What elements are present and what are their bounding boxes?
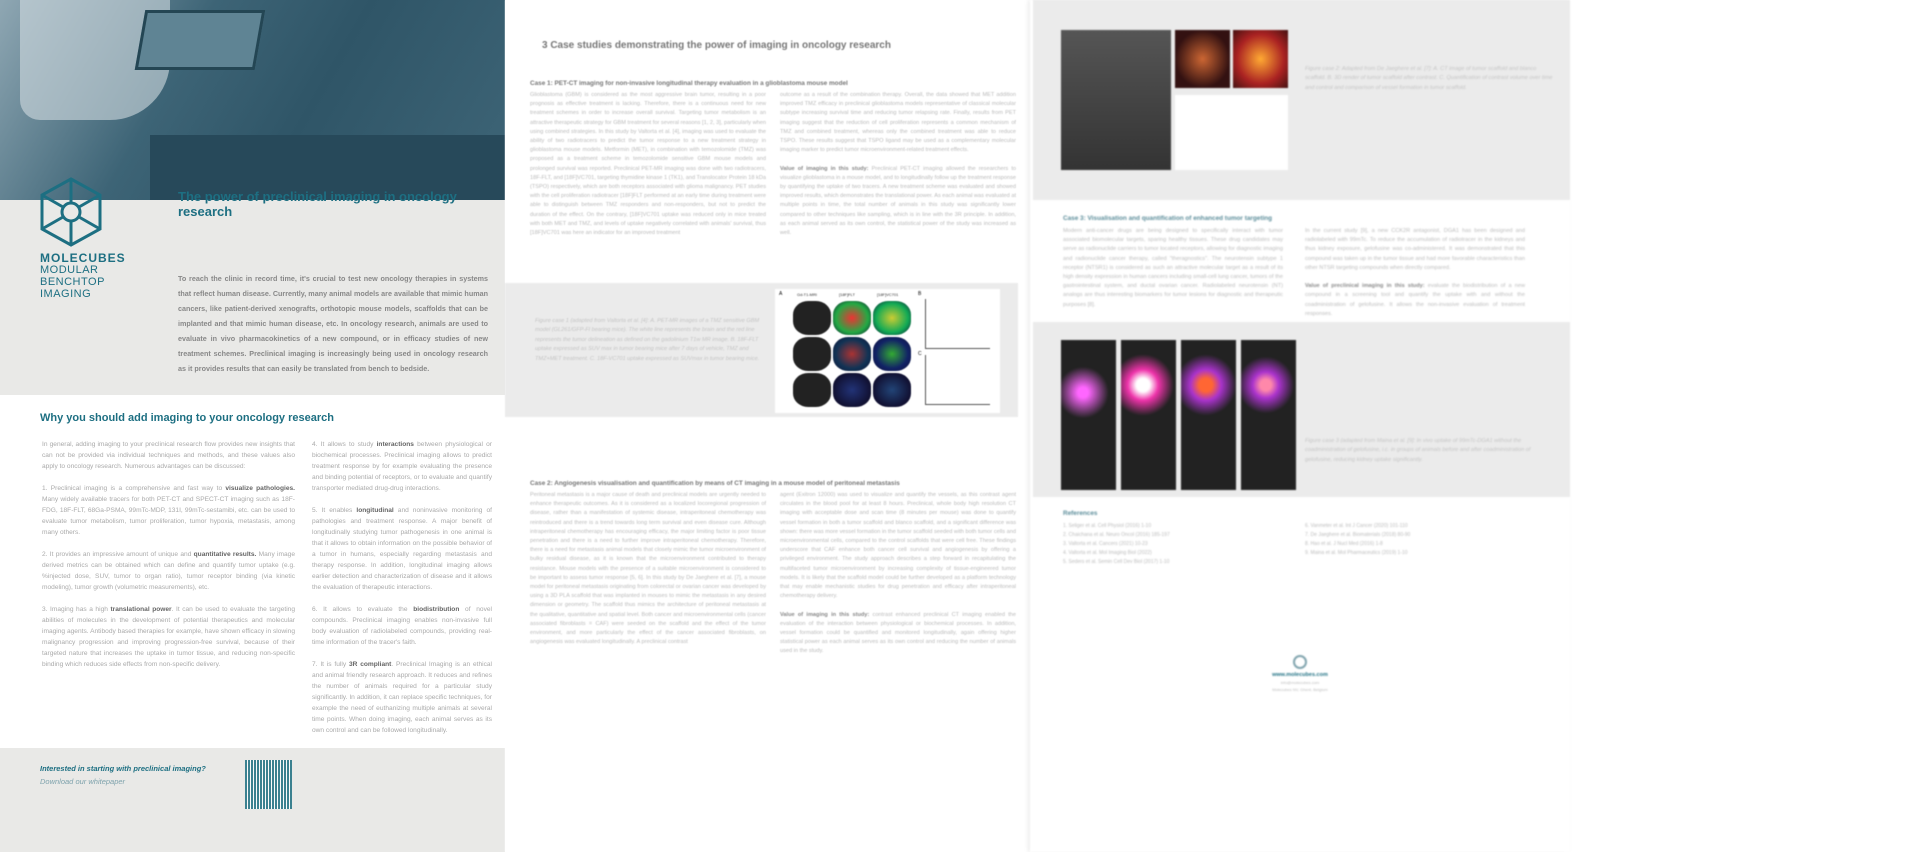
molecubes-logo-icon — [38, 176, 104, 248]
cta-title: Interested in starting with preclinical imaging? — [40, 764, 206, 773]
references-col-1 — [1063, 522, 1283, 567]
figure-panel-label: B — [918, 291, 922, 297]
footer-address: Molecubes NV, Ghent, Belgium — [1272, 687, 1328, 692]
why-intro: In general, adding imaging to your preclinical research flow provides new insights that can not be provided via individual techniques and methods, and these values also apply to oncology research. Numerous advantages can be discussed: — [42, 441, 295, 470]
case2-figure — [1033, 0, 1570, 200]
case2-text: Peritoneal metastasis is a major cause of death and preclinical models are urgently needed to enhance therapeutic outcomes. As it is considered as a localized locoregional progression of disease, rather than a manifestation of systemic disease, intraperitoneal chemotherapy was reintroduced and there is a trend towards long term survival and even disease cure. Although intraperitoneal chemotherapy has encouraging efficacy, the major limiting factor is poor tissue penetration and there is a need to further improve intraperitoneal chemotherapy. Therefore, there is a need for metastasis animal models that closely mimic the tumor microenvironment of bulky residual disease, as it is known that the microenvironment contributed to therapy resistance. Mouse models with the presence of a suitable microenvironment is considered to be important to assess tumor response [5, 6]. In this study by De Jaeghere et al. [7], a mouse model for peritoneal metastasis originating from colorectal or ovarian cancer was developed by using a 3D PLA scaffold that was implanted in mouses to mimic the metastasis in any desired dimension or geometry. The scaffold thus mimics the architecture of peritoneal metastasis at the qualitative, quantitative and spatial level. Both cancer and microenvironmental cells (cancer associated fibroblasts = CAF) were seeded on the scaffold and the effect of the tumor environment, and more particularly the effect of the cancer associated fibroblasts, on angiogenesis was evaluated longitudinally. A preclinical contrast — [530, 492, 766, 646]
reference-item: 7. De Jaeghere et al. Biomaterials (2018) 80-90 — [1305, 532, 1411, 538]
references-col-2 — [1305, 522, 1525, 558]
figure-label: [18F]FLT — [839, 292, 855, 297]
reference-item: 3. Valtorta et al. Cancers (2021) 10-23 — [1063, 541, 1148, 547]
case2-caption: Figure case 2: Adapted from De Jaeghere et al. [7]: A. CT image of tumor scaffold and blanco scaffold. B. 3D render of tumor scaffold after contrast. C. Quantification of contrast volume over time and control and comparison of vessel formation in tumor scaffold. — [1305, 66, 1553, 91]
why-item: 7. It is fully 3R compliant. Preclinical Imaging is an ethical and animal friendly research approach. It reduces and refines the number of animals required for a particular study significantly. In addition, it can replace specific techniques, for example the need of euthanizing multiple animals at several time points. When doing imaging, each animal serves as its own control and can be followed longitudinally. — [312, 661, 493, 734]
page-footer — [1030, 672, 1570, 693]
case1-caption: Figure case 1 (adapted from Valtorta et al. [4]: A. PET-MR images of a TMZ sensitive GBM model (GL261/GFP-Fl bearing mice). The white line represents the brain and the red line represents the tumor delineation as defined on the gadolinium T1w MR image. B. 18F-FLT uptake expressed as SUV max in tumor bearing mice after 7 days of vehicle, TMZ and TMZ+MET treatment. C. 18F-VC701 uptake expressed as SUVmax in tumor bearing mice. — [535, 318, 760, 362]
page-left — [0, 0, 505, 852]
cta-footer — [0, 748, 505, 852]
references-title: References — [1063, 510, 1098, 517]
why-item: 2. It provides an impressive amount of unique and quantitative results. Many image derived metrics can be obtained which can define and quantify tumor uptake (e.g. %injected dose, SUV, tumor to organ ratio), tumor receptor binding (via kinetic modeling), tumor growth (volumetric measurements), etc. — [42, 551, 295, 591]
case1-figure-image — [775, 289, 1000, 413]
reference-item: 8. Hao et al. J Nucl Med (2016) 1-8 — [1305, 541, 1383, 547]
page-middle — [505, 0, 1030, 852]
case3-text: Modern anti-cancer drugs are being designed to specifically interact with tumor associated biomolecular targets, sparing healthy tissues. These drug candidates may serve as radionuclide carriers to tumor located receptors, allowing for diagnostic imaging and radionuclide cancer therapy, called "theragnostics". The neurotensin subtype 1 receptor (NTSR1) is considered as such an attractive molecular target as a result of its high density expression in human cancers including small-cell lung cancer, tumors of the gastrointestinal system, and ductal ovarian cancer. Radiolabeled neurotensin (NT) analogs are thus interesting biomarkers for tumor lesions for diagnostic and therapeutic purposes [8]. — [1063, 228, 1283, 308]
reference-item: 9. Maina et al. Mol Pharmaceutics (2019) 1-10 — [1305, 550, 1408, 556]
case3-caption: Figure case 3 (adapted from Maina et al. [9]: In vivo uptake of 99mTc-DGA1 without the coadministration of gelofusine, i.c. in groups of animals before and after coadministration of gelofusine, reducing kidney uptake significantly. — [1305, 438, 1531, 463]
figure-label: Gd-T1-MRI — [797, 292, 817, 297]
case2-title: Case 2: Angiogenesis visualisation and quantification by means of CT imaging in a mouse model of peritoneal metastasis — [530, 480, 900, 487]
why-item: 4. It allows to study interactions between physiological or biochemical processes. Preclinical imaging allows to predict treatment response by for example evaluating the presence and binding potential of receptors, or to evaluate and quantify transporter mediated drug-drug interactions. — [312, 441, 492, 492]
figure-label: [18F]VC701 — [877, 292, 899, 297]
reference-item: 2. Chaichana et al. Neuro Oncol (2016) 185-197 — [1063, 532, 1170, 538]
case1-title: Case 1: PET-CT imaging for non-invasive longitudinal therapy evaluation in a glioblastoma mouse model — [530, 80, 848, 87]
page-right — [1030, 0, 1570, 852]
figure-panel-label: C — [918, 351, 922, 357]
why-column-2 — [312, 439, 492, 747]
brand-name: MOLECUBES — [40, 251, 126, 265]
cases-title: 3 Case studies demonstrating the power of imaging in oncology research — [542, 40, 891, 51]
case3-figure — [1033, 322, 1570, 497]
brand-tagline: MODULAR — [40, 264, 99, 276]
lab-photo — [0, 0, 505, 200]
case3-title: Case 3: Visualisation and quantification of enhanced tumor targeting — [1063, 215, 1273, 222]
why-item: 3. Imaging has a high translational power. It can be used to evaluate the targeting abilities of molecules in the development of potential therapeutics and molecular imaging agents. Antibody based therapies for example, have shown efficacy in slowing malignancy progression and improving progression-free survival, because of their targeted nature that increases the uptake in tumor tissue, and reducing non-specific binding which reduces side effects from non-specific delivery. — [42, 606, 295, 668]
why-item: 5. It enables longitudinal and noninvasive monitoring of pathologies and treatment response. A major benefit of longitudinally studying tumor pathogenesis in one animal is that it allows to obtain information on the possible behavior of a tumor in humans, especially regarding metastasis and therapy response. In addition, longitudinal imaging allows earlier detection and characterization of disease and it allows the evaluation of therapeutic interactions. — [312, 507, 492, 591]
whitepaper-link[interactable]: Download our whitepaper — [40, 777, 126, 786]
figure-panel-label: A — [779, 291, 783, 297]
case2-text-2: agent (Exitron 12000) was used to visualize and quantify the vessels, as this contrast agent circulates in the blood pool for at least 8 hours. Preclinical, whole body high resolution CT imaging with acceptable dose and scan time (8 minutes per mouse) was done to quantify vessel formation in both a tumor scaffold and blanco scaffold, and a significant difference was shown: there was more vessel formation in the tumor scaffold seeded with both tumor cells and microenvironmental cells, compared to the control scaffolds that were cell free. These findings underscore that CAF enhance both cancer cell survival and angiogenesis by offering a privileged environment. The study approach describes a step forward in recapitulating the multifaceted tumor microenvironment by increasing complexity of tissue-engineered tumor models. It is likely that the scaffold model could be further developed as a platform technology that may enable mechanistic studies for drug penetration and efficacy after intraperitoneal chemotherapy delivery. Value of imaging in this study: contrast enhanced preclinical CT imaging enabled the evaluation of the interaction between physiological or biochemical processes. In addition, vessel formation could be quantified and monitored longitudinally, again offering higher statistical power as each animal serves as its own control and reducing the number of animals used in the study. — [780, 492, 1016, 655]
why-column-1 — [42, 439, 295, 681]
reference-item: 6. Vanmeter et al. Int J Cancer (2020) 101-110 — [1305, 523, 1408, 529]
why-title: Why you should add imaging to your oncology research — [40, 412, 334, 424]
intro-text: To reach the clinic in record time, it's crucial to test new oncology therapies in systems that reflect human disease. Currently, many animal models are available that mimic human cancers, like patient-derived xenografts, orthotopic mouse models, scaffolds that can be implanted and that mimic human disease, etc. In oncology research, animals are used to evaluate in vivo pharmacokinetics of a new compound, or in efficacy studies of new treatment schemes. Preclinical imaging is increasingly being used in oncology research as it provides results that can easily be translated from bench to bedside. — [178, 274, 488, 373]
footer-contact: info@molecubes.com — [1280, 680, 1320, 685]
case1-text-2: outcome as a result of the combination therapy. Overall, the data showed that MET addition improved TMZ efficacy in preclinical glioblastoma models representative of classical molecular subtype increasing survival time and reducing tumor relapsing rate. Finally, results from PET imaging suggest that the reduction of cell proliferation represents a common mechanism of TMZ and combined treatment, whereas only the combined treatment was able to reduce TSPO. These results suggest that TSPO ligand may be used as a complementary molecular imaging marker to predict tumor microenvironment-related treatment effects. Value of imaging in this study: Preclinical PET-CT imaging allowed the researchers to visualize glioblastoma in a mouse model, and to longitudinally follow up the treatment response by quantifying the uptake of two tracers. A new treatment scheme was evaluated and showed improved results, which demonstrates the translational power. As each animal was evaluated at multiple points in time, the total number of animals in this study was significantly lower compared to other techniques like sampling, which is in line with the 3R principle. In addition, as each animal served as its own control, the statistical power of the study was increased as well. — [780, 92, 1016, 237]
brand-tagline: BENCHTOP — [40, 276, 105, 288]
case1-figure — [505, 283, 1018, 417]
qr-code-icon[interactable] — [245, 760, 292, 809]
intro-title: The power of preclinical imaging in oncology research — [178, 189, 457, 219]
why-item: 6. It allows to evaluate the biodistribution of novel compounds. Preclinical imaging enables non-invasive full body evaluation of radiolabeled compounds, providing real-time information of the tracer's faith. — [312, 606, 492, 646]
website-link[interactable]: www.molecubes.com — [1272, 672, 1328, 678]
reference-item: 5. Seders et al. Semin Cell Dev Biol (2017) 1-10 — [1063, 559, 1170, 565]
case3-text-2: In the current study [9], a new CCK2R antagonist, DGA1 has been designed and radiolabeled with 99mTc. To reduce the accumulation of radiotracer in the kidneys and thus kidney exposure, gelofusine was co-administered. It was demonstrated that this compound was taken up in the tumor tissue and had more favorable characteristics than other NTSR targeting compounds when directly compared. Value of preclinical imaging in this study: evaluate the biodistribution of a new compound in a screening tool and quantify the uptake with and without the coadministration of gelofusine. It allows the non-invasive evaluation of treatment responses. — [1305, 228, 1525, 317]
reference-item: 1. Seliger et al. Cell Physiol (2016) 1-10 — [1063, 523, 1152, 529]
molecubes-small-logo-icon — [1293, 655, 1307, 669]
why-item: 1. Preclinical imaging is a comprehensive and fast way to visualize pathologies. Many widely available tracers for both PET-CT and SPECT-CT imaging such as 18F-FDG, 18F-FLT, 68Ga-PSMA, 99mTc-MDP, 131I, 99mTc-sestamibi, etc. can be used to evaluate tumor metabolism, tumor proliferation, tumor hypoxia, metastasis, among many others. — [42, 485, 295, 536]
brand-wordmark — [40, 252, 126, 300]
reference-item: 4. Valtorta et al. Mol Imaging Biol (2022) — [1063, 550, 1152, 556]
case1-text: Glioblastoma (GBM) is considered as the most aggressive brain tumor, resulting in a poor prognosis as effective treatment is lacking. Therefore, there is a continuous need for new treatment schemes in order to increase overall survival. Targeting tumor metabolism is an attractive therapeutic strategy for GBM treatment for several reasons [1, 2, 3], particularly when using combined strategies. In this study by Valtorta et al. [4], imaging was used to evaluate the ability of two radiotracers to predict the tumor response to a new treatment strategy in glioblastoma mouse models. Metformin (MET), in combination with temozolomide (TMZ) was proposed as a treatment scheme in temozolomide sensitive GBM mouse models and prolonged survival was reported. Preclinical PET-MR imaging was done with two radiotracers, 18F-FLT, and [18F]VC701, targeting thymidine kinase 1 (TK1), and Translocator Protein 18 kDa (TSPO) respectively, which are both receptors associated with glioma malignancy. PET studies with the cell proliferation radiotracer [18F]FLT performed at an early time during treatment were able to distinguish between TMZ responders and non-responders, but not to predict the duration of the effect. On the contrary, [18F]VC701 uptake was reduced only in mice treated with both MET and TMZ, and levels of uptake negatively correlated with animals' survival, thus [18F]VC701 was here an indicator for an improved treatment — [530, 92, 766, 237]
brand-tagline: IMAGING — [40, 288, 92, 300]
